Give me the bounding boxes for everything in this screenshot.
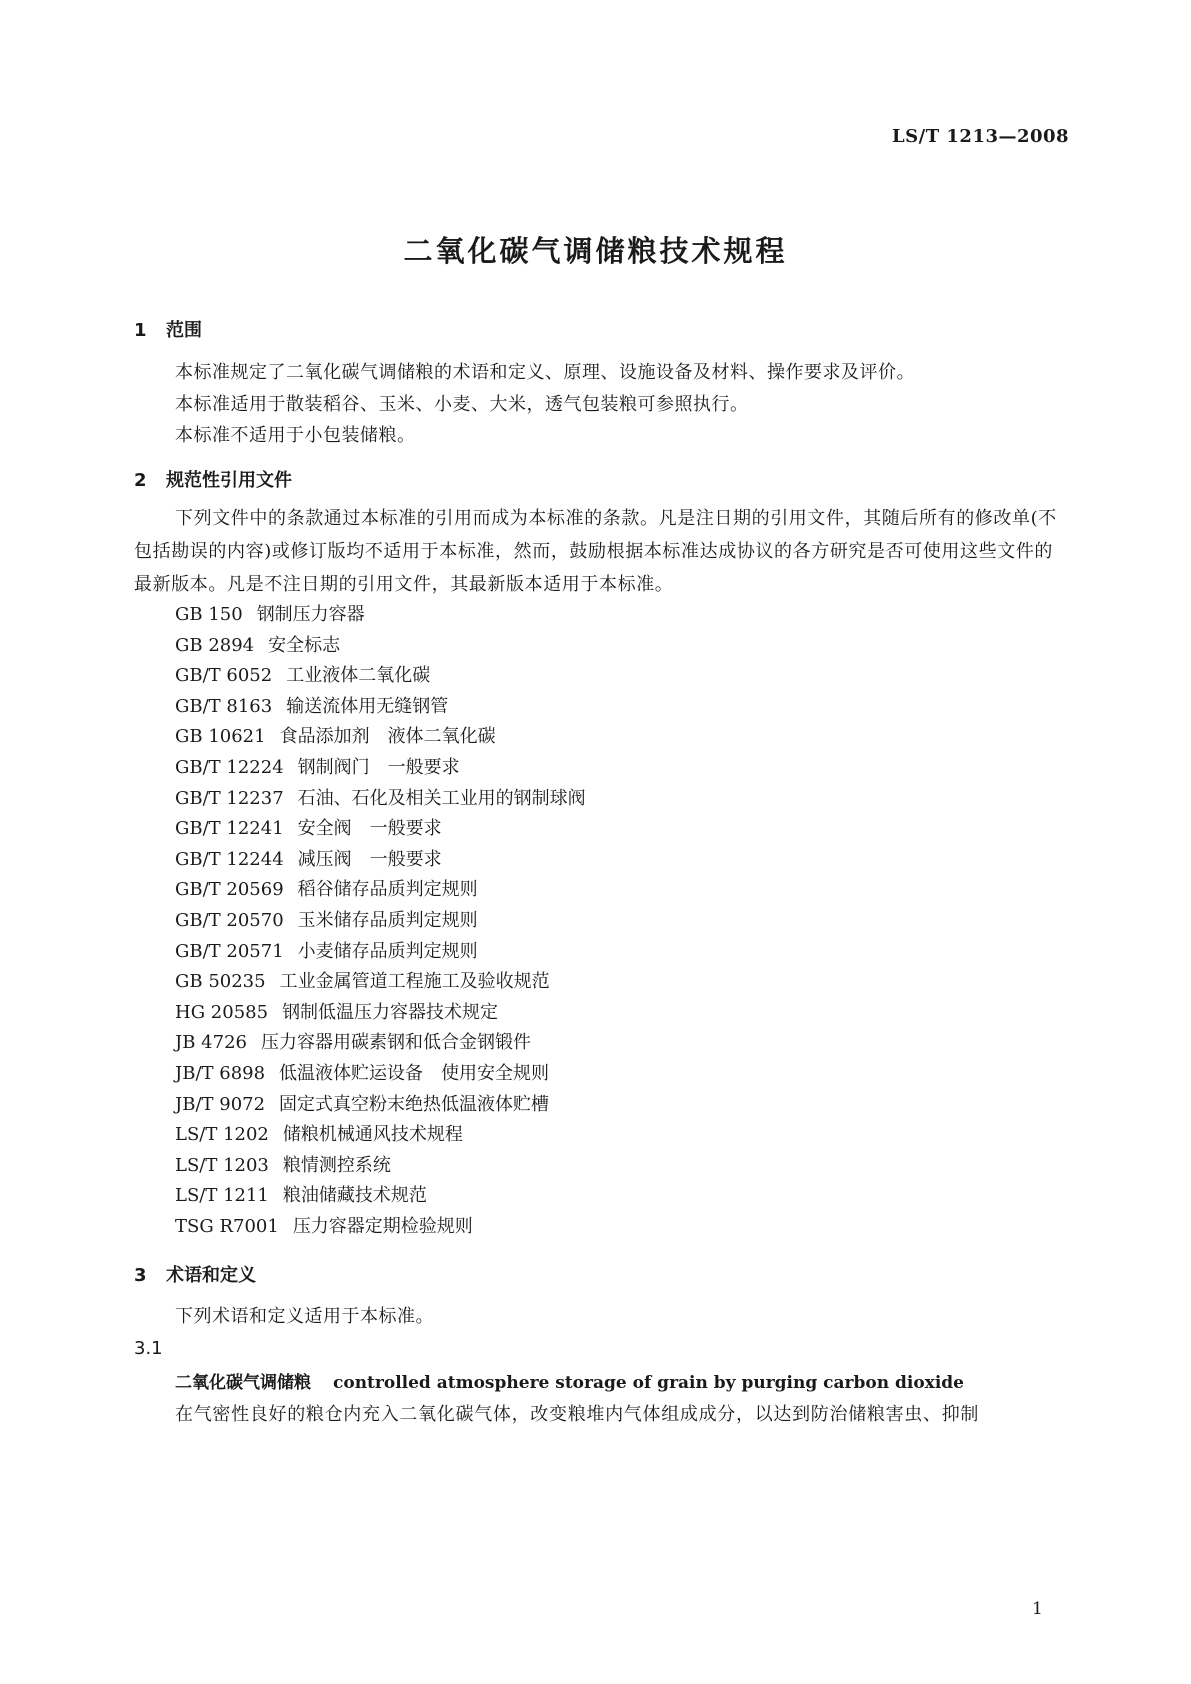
reference-item — [175, 692, 448, 718]
reference-item — [175, 875, 478, 901]
reference-title: 钢制阀门 一般要求 — [297, 757, 460, 778]
reference-title: 钢制低温压力容器技术规定 — [282, 1002, 499, 1023]
reference-code: GB/T 12237 — [175, 788, 284, 809]
reference-title: 钢制压力容器 — [256, 604, 365, 625]
reference-code: LS/T 1203 — [175, 1155, 269, 1176]
paragraph: 本标准规定了二氧化碳气调储粮的术语和定义、原理、设施设备及材料、操作要求及评价。 — [175, 362, 915, 383]
reference-item — [175, 845, 442, 871]
term-entry — [175, 1368, 964, 1393]
reference-title: 储粮机械通风技术规程 — [282, 1124, 463, 1145]
reference-item — [175, 967, 550, 993]
reference-code: LS/T 1202 — [175, 1124, 269, 1145]
reference-item — [175, 1028, 531, 1054]
section-title: 规范性引用文件 — [166, 470, 292, 491]
reference-title: 压力容器定期检验规则 — [292, 1216, 473, 1237]
reference-code: LS/T 1211 — [175, 1185, 269, 1206]
reference-code: GB/T 6052 — [175, 665, 273, 686]
term-definition: 在气密性良好的粮仓内充入二氧化碳气体，改变粮堆内气体组成成分，以达到防治储粮害虫、抑制 — [175, 1404, 980, 1425]
standard-code: LS/T 1213—2008 — [892, 126, 1070, 147]
reference-code: GB 50235 — [175, 971, 266, 992]
section-number: 3 — [134, 1265, 147, 1286]
reference-item — [175, 600, 365, 626]
reference-title: 小麦储存品质判定规则 — [297, 941, 478, 962]
section-1-heading — [134, 316, 202, 342]
reference-item — [175, 753, 460, 779]
reference-code: JB/T 6898 — [175, 1063, 266, 1084]
reference-item — [175, 998, 498, 1024]
reference-item — [175, 1090, 549, 1116]
section-3-heading — [134, 1261, 256, 1287]
reference-code: GB 10621 — [175, 726, 266, 747]
reference-title: 食品添加剂 液体二氧化碳 — [279, 726, 496, 747]
paragraph: 本标准不适用于小包装储粮。 — [175, 425, 416, 446]
reference-title: 石油、石化及相关工业用的钢制球阀 — [297, 788, 586, 809]
reference-item — [175, 906, 478, 932]
document-title: 二氧化碳气调储粮技术规程 — [403, 234, 788, 268]
reference-code: GB/T 20569 — [175, 879, 284, 900]
reference-code: GB/T 8163 — [175, 696, 273, 717]
reference-title: 稻谷储存品质判定规则 — [297, 879, 478, 900]
reference-code: TSG R7001 — [175, 1216, 279, 1237]
reference-title: 安全标志 — [268, 635, 341, 656]
reference-item — [175, 1151, 391, 1177]
reference-title: 减压阀 一般要求 — [297, 849, 442, 870]
reference-item — [175, 1181, 427, 1207]
reference-code: HG 20585 — [175, 1002, 269, 1023]
reference-code: GB/T 12224 — [175, 757, 284, 778]
reference-item — [175, 1212, 473, 1238]
paragraph: 下列术语和定义适用于本标准。 — [175, 1306, 434, 1327]
reference-item — [175, 1120, 463, 1146]
reference-item — [175, 784, 586, 810]
reference-item — [175, 722, 496, 748]
reference-title: 压力容器用碳素钢和低合金钢锻件 — [260, 1032, 531, 1053]
reference-code: GB/T 20571 — [175, 941, 284, 962]
reference-title: 固定式真空粉末绝热低温液体贮槽 — [279, 1094, 550, 1115]
reference-code: GB/T 12241 — [175, 818, 284, 839]
reference-title: 工业金属管道工程施工及验收规范 — [279, 971, 550, 992]
reference-title: 输送流体用无缝钢管 — [286, 696, 449, 717]
reference-code: GB/T 12244 — [175, 849, 284, 870]
term-number: 3.1 — [134, 1338, 163, 1359]
reference-item — [175, 814, 442, 840]
reference-item — [175, 661, 430, 687]
section-2-intro: 下列文件中的条款通过本标准的引用而成为本标准的条款。凡是注日期的引用文件，其随后所有的修改单(不包括勘误的内容)或修订版均不适用于本标准，然而，鼓励根据本标准达成协议的各方研究是否可使用这些文件的最新版本。凡是不注日期的引用文件，其最新版本适用于本标准。 — [134, 508, 1057, 595]
reference-title: 安全阀 一般要求 — [297, 818, 442, 839]
reference-title: 粮情测控系统 — [282, 1155, 391, 1176]
reference-title: 粮油储藏技术规范 — [282, 1185, 427, 1206]
term-english: controlled atmosphere storage of grain by purging carbon dioxide — [333, 1373, 964, 1393]
reference-code: GB/T 20570 — [175, 910, 284, 931]
page-number: 1 — [1032, 1599, 1043, 1619]
reference-title: 低温液体贮运设备 使用安全规则 — [279, 1063, 550, 1084]
section-title: 术语和定义 — [166, 1265, 256, 1286]
term-chinese: 二氧化碳气调储粮 — [175, 1373, 311, 1393]
section-number: 1 — [134, 320, 147, 341]
reference-item — [175, 937, 478, 963]
reference-item — [175, 631, 340, 657]
reference-title: 工业液体二氧化碳 — [286, 665, 431, 686]
reference-title: 玉米储存品质判定规则 — [297, 910, 478, 931]
paragraph: 本标准适用于散装稻谷、玉米、小麦、大米，透气包装粮可参照执行。 — [175, 394, 749, 415]
reference-code: JB 4726 — [175, 1032, 247, 1053]
section-2-heading — [134, 466, 292, 492]
reference-code: GB 2894 — [175, 635, 255, 656]
reference-code: JB/T 9072 — [175, 1094, 266, 1115]
reference-code: GB 150 — [175, 604, 243, 625]
section-title: 范围 — [166, 320, 202, 341]
section-number: 2 — [134, 470, 147, 491]
reference-item — [175, 1059, 549, 1085]
